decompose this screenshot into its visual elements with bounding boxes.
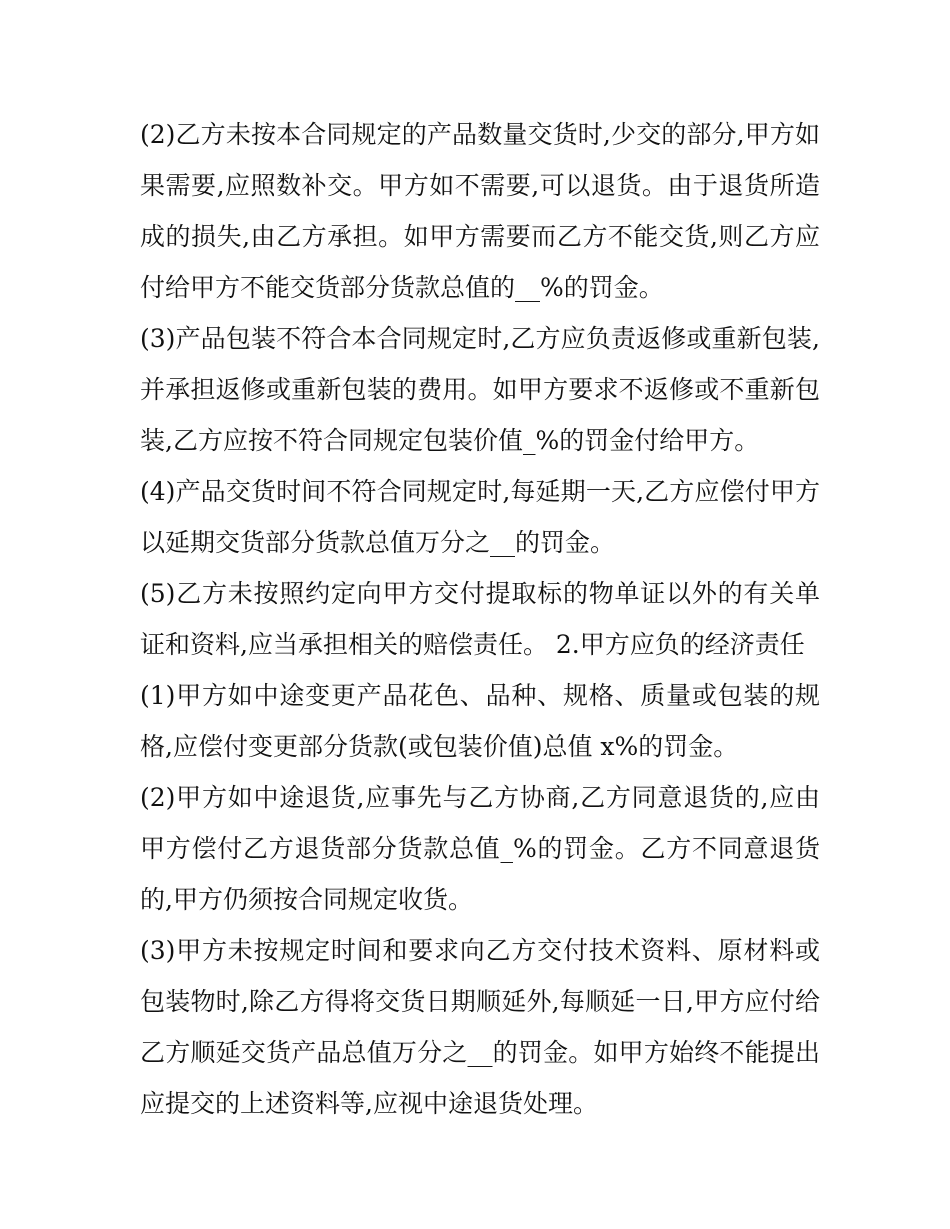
document-body <box>140 109 820 1129</box>
clause-buyer-return-goods: (2)甲方如中途退货,应事先与乙方协商,乙方同意退货的,应由甲方偿付乙方退货部分货款总值_%的罚金。乙方不同意退货的,甲方仍须按合同规定收货。 <box>140 783 820 914</box>
clause-seller-packaging-nonconformity: (3)产品包装不符合本合同规定时,乙方应负责返修或重新包装,并承担返修或重新包装的费用。如甲方要求不返修或不重新包装,乙方应按不符合同规定包装价值_%的罚金付给甲方。 <box>140 324 820 455</box>
clause-buyer-specification-change: (1)甲方如中途变更产品花色、品种、规格、质量或包装的规格,应偿付变更部分货款(或包装价值)总值 x%的罚金。 <box>140 681 820 761</box>
clause-seller-quantity-shortfall: (2)乙方未按本合同规定的产品数量交货时,少交的部分,甲方如果需要,应照数补交。甲方如不需要,可以退货。由于退货所造成的损失,由乙方承担。如甲方需要而乙方不能交货,则乙方应付给甲方不能交货部分货款总值的__%的罚金。 <box>140 120 820 302</box>
clause-buyer-late-materials: (3)甲方未按规定时间和要求向乙方交付技术资料、原材料或包装物时,除乙方得将交货日期顺延外,每顺延一日,甲方应付给乙方顺延交货产品总值万分之__的罚金。如甲方始终不能提出应提交的上述资料等,应视中途退货处理。 <box>140 936 820 1118</box>
clause-seller-late-delivery: (4)产品交货时间不符合同规定时,每延期一天,乙方应偿付甲方以延期交货部分货款总值万分之__的罚金。 <box>140 477 820 557</box>
clause-seller-documents-liability: (5)乙方未按照约定向甲方交付提取标的物单证以外的有关单证和资料,应当承担相关的赔偿责任。 2.甲方应负的经济责任 <box>140 579 820 659</box>
